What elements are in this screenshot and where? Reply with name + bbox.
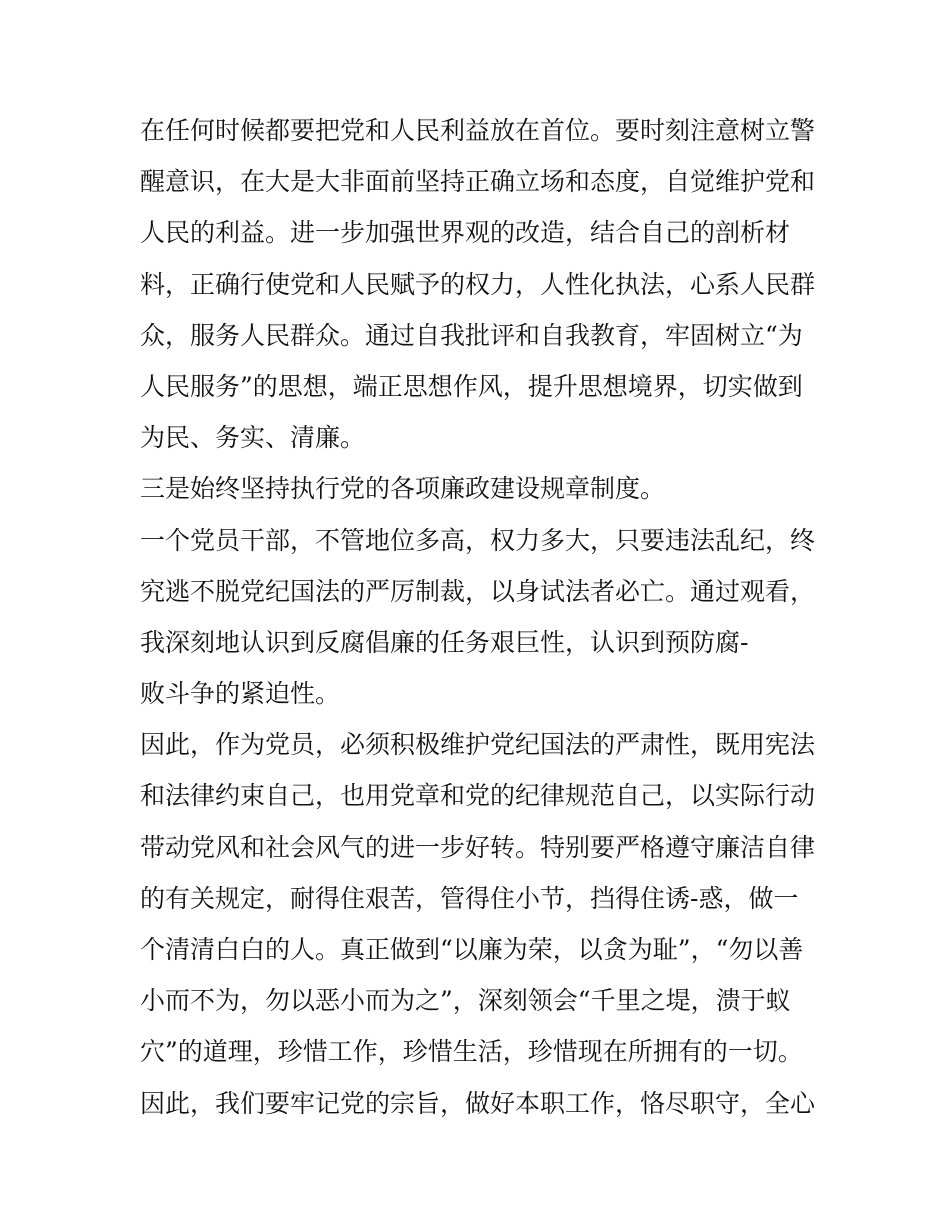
text-line: 人民的利益。进一步加强世界观的改造，结合自己的剖析材 <box>140 218 791 248</box>
text-line: 败斗争的紧迫性。 <box>140 679 341 709</box>
text-line: 料，正确行使党和人民赋予的权力，人性化执法，心系人民群 <box>140 269 816 299</box>
text-line: 人民服务”的思想，端正思想作风，提升思想境界，切实做到 <box>140 371 803 401</box>
text-line: 一个党员干部，不管地位多高，权力多大，只要违法乱纪，终 <box>140 525 816 555</box>
section-heading-line: 三是始终坚持执行党的各项廉政建设规章制度。 <box>140 474 666 504</box>
text-line: 和法律约束自己，也用党章和党的纪律规范自己，以实际行动 <box>140 781 816 811</box>
text-line: 究逃不脱党纪国法的严厉制裁，以身试法者必亡。通过观看， <box>140 576 816 606</box>
text-line: 穴”的道理，珍惜工作，珍惜生活，珍惜现在所拥有的一切。 <box>140 1037 803 1067</box>
text-line: 为民、务实、清廉。 <box>140 423 366 453</box>
text-line: 众，服务人民群众。通过自我批评和自我教育，牢固树立“为 <box>140 320 803 350</box>
text-line: 小而不为，勿以恶小而为之”，深刻领会“千里之堤，溃于蚁 <box>140 986 791 1016</box>
text-line: 的有关规定，耐得住艰苦，管得住小节，挡得住诱-惑，做一 <box>140 883 799 913</box>
text-line: 醒意识，在大是大非面前坚持正确立场和态度，自觉维护党和 <box>140 167 816 197</box>
text-line: 在任何时候都要把党和人民利益放在首位。要时刻注意树立警 <box>140 116 816 145</box>
text-line: 带动党风和社会风气的进一步好转。特别要严格遵守廉洁自律 <box>140 832 816 862</box>
text-line: 我深刻地认识到反腐倡廉的任务艰巨性，认识到预防腐- <box>140 627 749 657</box>
text-line: 因此，我们要牢记党的宗旨，做好本职工作，恪尽职守，全心 <box>140 1088 816 1118</box>
document-body <box>140 105 820 1129</box>
text-line: 因此，作为党员，必须积极维护党纪国法的严肃性，既用宪法 <box>140 730 816 760</box>
text-line: 个清清白白的人。真正做到“以廉为荣，以贪为耻”，“勿以善 <box>140 935 804 964</box>
